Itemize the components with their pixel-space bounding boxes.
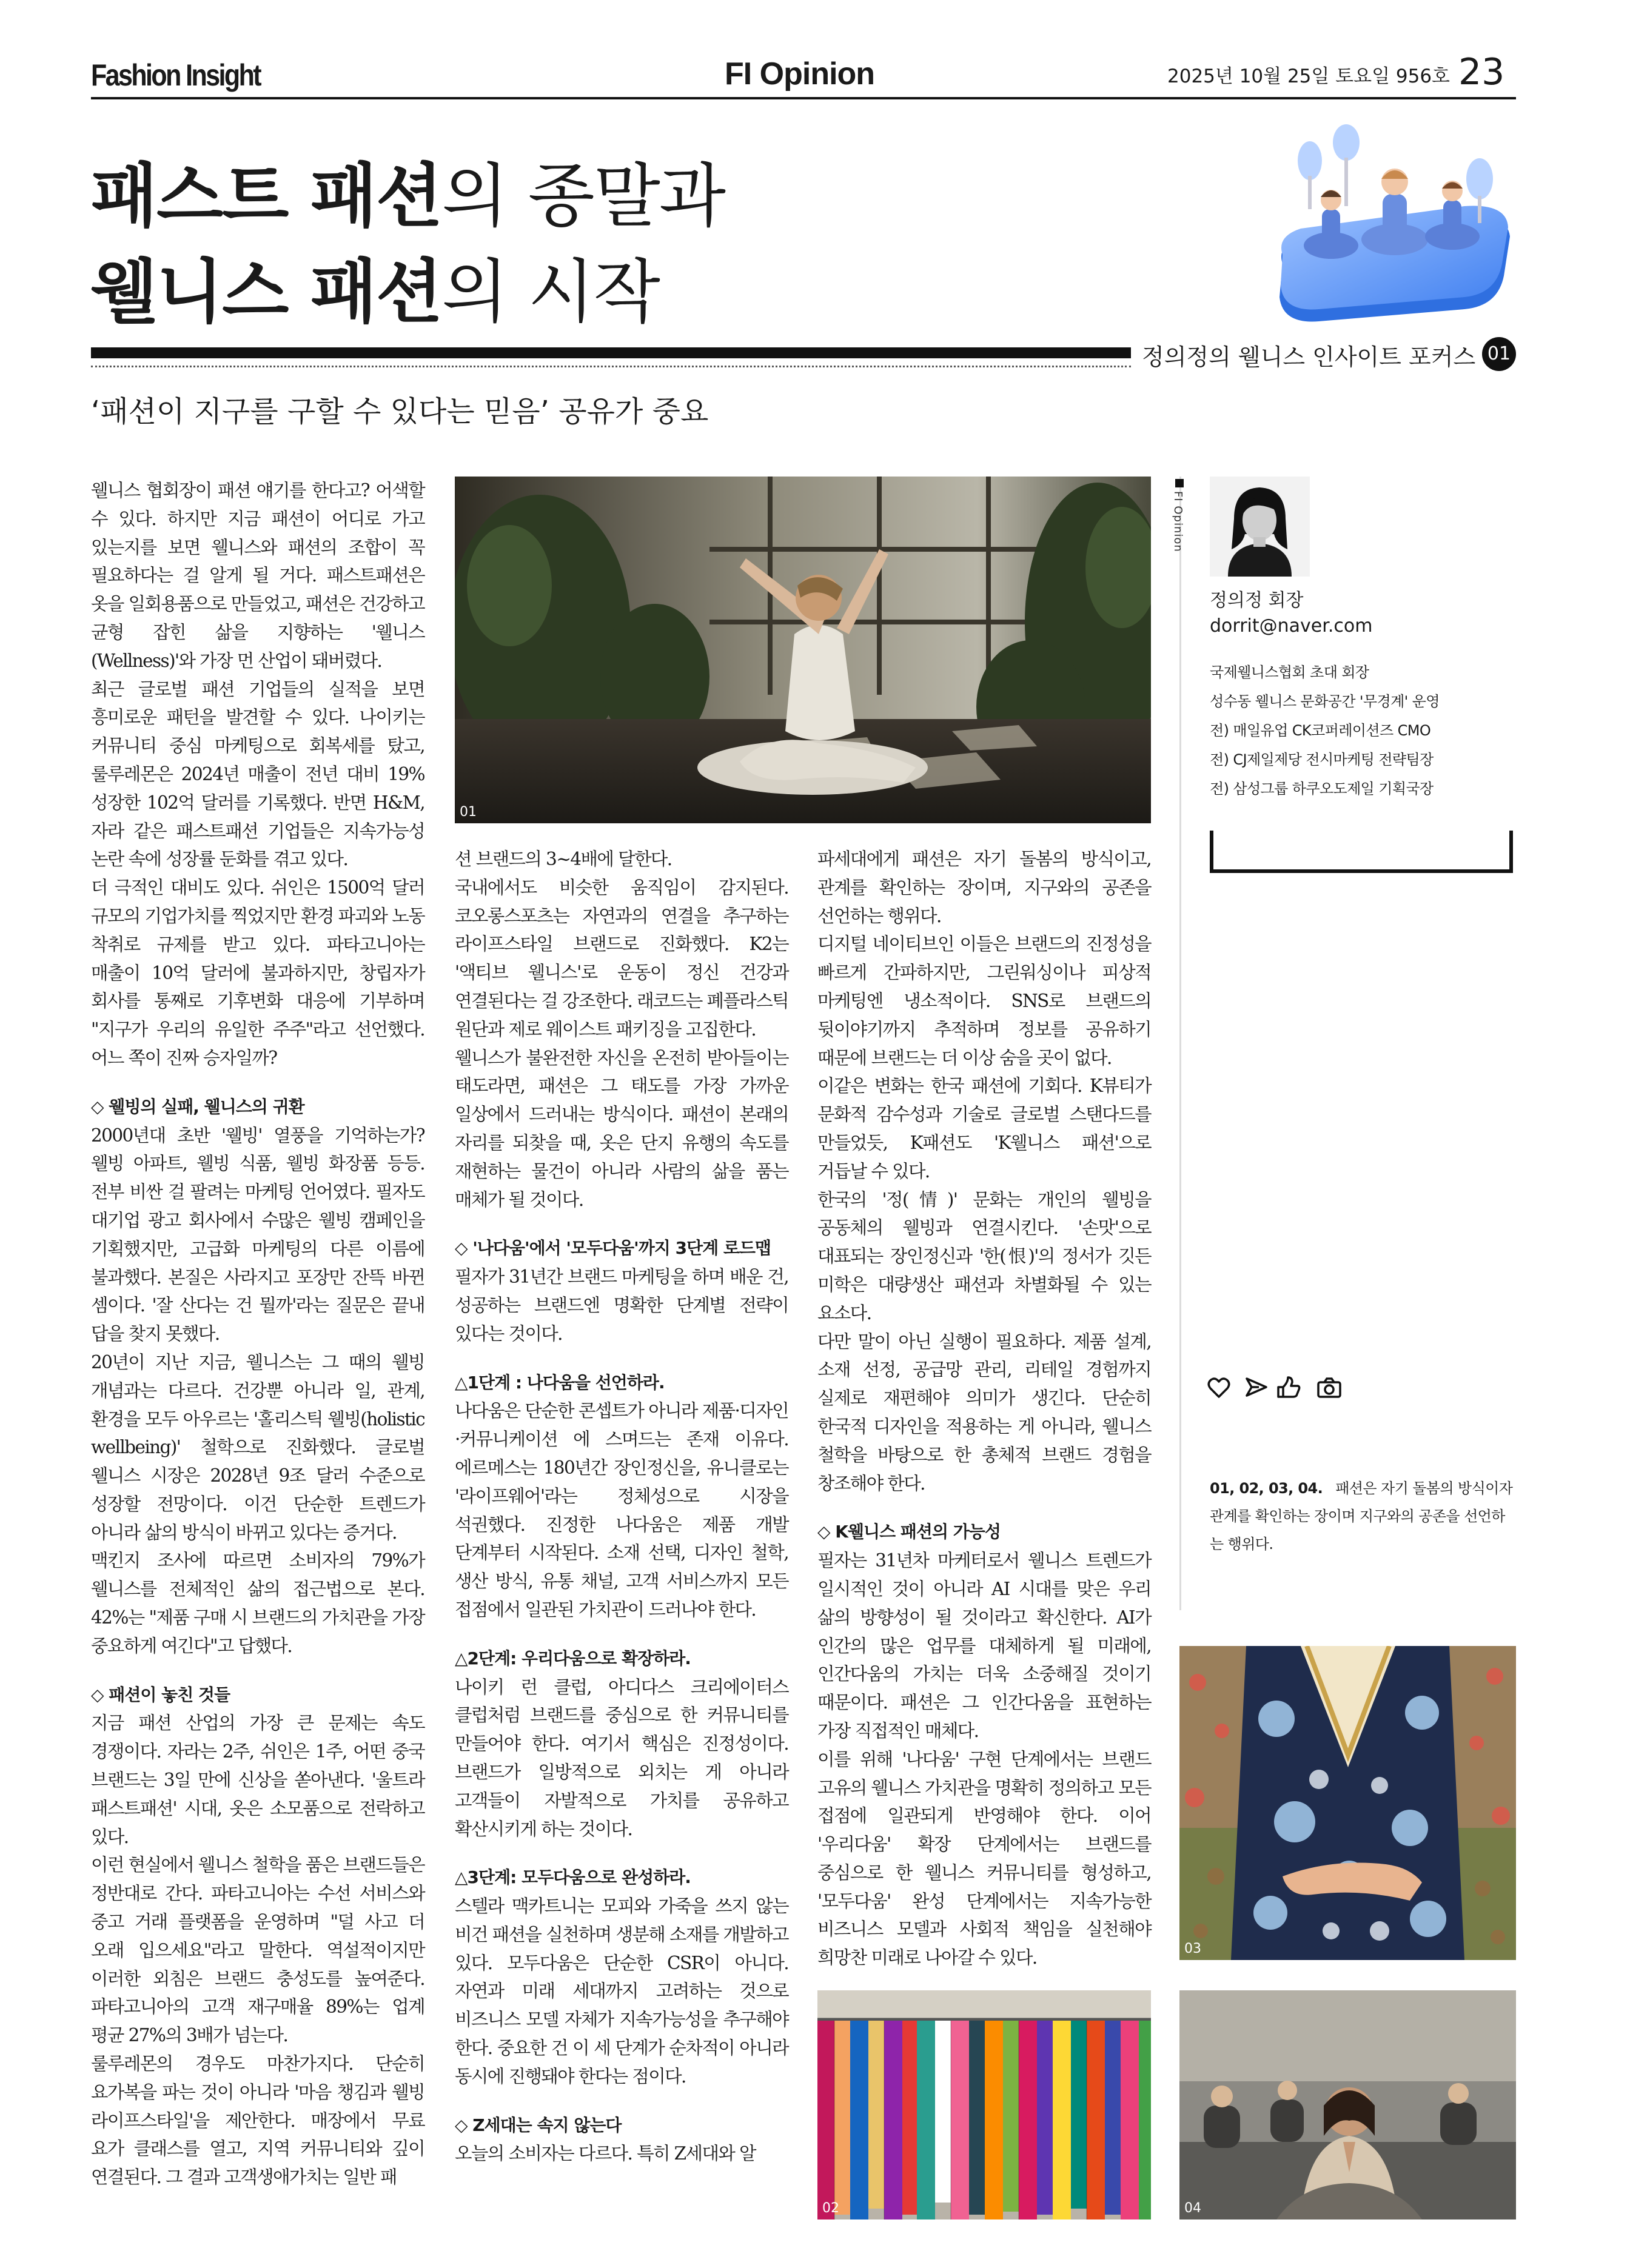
body-paragraph: 룰루레몬의 경우도 마찬가지다. 단순히 요가복을 파는 것이 아니라 '마음 챙김과 웰빙 라이프스타일'을 제안한다. 매장에서 무료 요가 클래스를 열고, 지역 커뮤니티와 깊이 연결된다. 그 결과 고객생애가치는 일반 패 xyxy=(91,2053,424,2188)
page-number: 23 xyxy=(1458,51,1505,93)
body-paragraph: 최근 글로벌 패션 기업들의 실적을 보면 흥미로운 패턴을 발견할 수 있다. 나이키는 커뮤니티 중심 마케팅으로 회복세를 탔고, 룰루레몬은 2024년 매출이 전년 대비 19% 성장한 102억 달러를 기록했다. 반면 H&M, 자라 같은 패스트패션 기업들은 지속가능성 논란 속에 성장률 둔화를 겪고 있다. xyxy=(91,678,424,870)
body-paragraph: 20년이 지난 지금, 웰니스는 그 때의 웰빙 개념과는 다르다. 건강뿐 아니라 일, 관계, 환경을 모두 아우르는 '홀리스틱 웰빙(holistic wellbeing)' 철학으로 진화했다. 글로벌 웰니스 시장은 2028년 9조 달러 수준으로 성장할 전망이다. 이건 단순한 트렌드가 아니라 삶의 방식이 바뀌고 있다는 증거다. xyxy=(91,1351,424,1543)
body-column-1 xyxy=(91,477,424,2192)
section-heading: ◇ K웰니스 패션의 가능성 xyxy=(817,1522,1001,1542)
body-paragraph: 나이키 런 클럽, 아디다스 크리에이터스 클럽처럼 브랜드를 중심으로 한 커뮤니티를 만들어야 한다. 여기서 핵심은 진정성이다. 브랜드가 일방적으로 외치는 게 아니라 고객들이 자발적으로 가치를 공유하고 확산시키게 하는 것이다. xyxy=(455,1676,788,1839)
author-career-list xyxy=(1210,658,1440,803)
photo-label-02: 02 xyxy=(822,2201,839,2216)
caption-text: 패션은 자기 돌봄의 방식이자 관계를 확인하는 장이며 지구와의 공존을 선언하는 행위다. xyxy=(1210,1480,1513,1553)
meditation-illustration xyxy=(1264,124,1519,333)
thumbs-up-icon[interactable] xyxy=(1278,1377,1300,1397)
body-paragraph: 국내에서도 비슷한 움직임이 감지된다. 코오롱스포츠는 자연과의 연결을 추구하는 라이프스타일 브랜드로 진화했다. K2는 '액티브 웰니스'로 운동이 정신 건강과 연결된다는 걸 강조한다. 래코드는 폐플라스틱 원단과 제로 웨이스트 패키징을 고집한다. xyxy=(455,877,788,1040)
photo-03-blouse xyxy=(1179,1646,1516,1960)
body-paragraph: 2000년대 초반 '웰빙' 열풍을 기억하는가? 웰빙 아파트, 웰빙 식품, 웰빙 화장품 등등. 전부 비싼 걸 팔려는 마케팅 언어였다. 필자도 대기업 광고 회사에서 수많은 웰빙 캠페인을 기획했지만, 고급화 마케팅의 다른 이름에 불과했다. 본질은 사라지고 포장만 잔뜩 바뀐 셈이다. '잘 산다는 건 뭘까'라는 질문은 끝내 답을 찾지 못했다. xyxy=(91,1125,424,1345)
photo-caption xyxy=(1210,1474,1516,1558)
photo-02-clothes-rack xyxy=(817,1990,1151,2219)
section-heading: ◇ 패션이 놓친 것들 xyxy=(91,1684,230,1705)
series-bar xyxy=(91,347,1131,358)
photo-04-meditation-class xyxy=(1179,1990,1516,2219)
header-rule xyxy=(91,97,1516,99)
career-item: 전) 삼성그룹 하쿠오도제일 기획국장 xyxy=(1210,780,1434,797)
career-item: 전) 매일유업 CK코퍼레이션즈 CMO xyxy=(1210,722,1431,739)
body-paragraph: 필자는 31년차 마케터로서 웰니스 트렌드가 일시적인 것이 아니라 AI 시대를 맞은 우리 삶의 방향성이 될 것이라고 확신한다. AI가 인간의 많은 업무를 대체하게 될 미래에, 인간다움의 가치는 더욱 소중해질 것이기 때문이다. 패션은 그 인간다움을 표현하는 가장 직접적인 매체다. xyxy=(817,1550,1151,1741)
body-column-2 xyxy=(455,845,788,2168)
body-paragraph: 션 브랜드의 3~4배에 달한다. xyxy=(455,849,672,869)
body-paragraph: 한국의 '정(情)' 문화는 개인의 웰빙을 공동체의 웰빙과 연결시킨다. '손맛'으로 대표되는 장인정신과 '한(恨)'의 정서가 깃든 미학은 대량생산 패션과 차별화될 수 있는 요소다. xyxy=(817,1189,1151,1323)
section-heading: △1단계 : 나다움을 선언하라. xyxy=(455,1372,665,1393)
section-heading: △2단계: 우리다움으로 확장하라. xyxy=(455,1648,691,1668)
headline-bold-1: 패스트 패션 xyxy=(91,156,442,236)
issue-date: 2025년 10월 25일 토요일 956호 xyxy=(1167,65,1450,87)
body-paragraph: 필자가 31년간 브랜드 마케팅을 하며 배운 건, 성공하는 브랜드엔 명확한 단계별 전략이 있다는 것이다. xyxy=(455,1266,788,1344)
section-heading: △3단계: 모두다움으로 완성하라. xyxy=(455,1867,691,1888)
send-icon[interactable] xyxy=(1247,1379,1266,1396)
body-paragraph: 디지털 네이티브인 이들은 브랜드의 진정성을 빠르게 간파하지만, 그린워싱이나 피상적 마케팅엔 냉소적이다. SNS로 브랜드의 뒷이야기까지 추적하며 정보를 공유하기 때문에 브랜드는 더 이상 숨을 곳이 없다. xyxy=(817,934,1151,1068)
photo-label-03: 03 xyxy=(1184,1941,1201,1956)
body-paragraph: 파세대에게 패션은 자기 돌봄의 방식이고, 관계를 확인하는 장이며, 지구와의 공존을 선언하는 행위다. xyxy=(817,849,1151,926)
profile-bracket xyxy=(1210,831,1513,873)
section-heading: ◇ Z세대는 속지 않는다 xyxy=(455,2115,622,2135)
series-number-badge: 01 xyxy=(1482,337,1516,371)
body-paragraph: 이를 위해 '나다움' 구현 단계에서는 브랜드 고유의 웰니스 가치관을 명확히 정의하고 모든 접점에 일관되게 반영해야 한다. 이어 '우리다움' 확장 단계에서는 브랜드를 중심으로 한 웰니스 커뮤니티를 형성하고, '모두다움' 완성 단계에서는 지속가능한 비즈니스 모델과 사회적 책임을 실천해야 희망찬 미래로 나아갈 수 있다. xyxy=(817,1748,1151,1969)
masthead-brand: Fashion Insight xyxy=(91,58,261,92)
caption-numbers: 01, 02, 03, 04. xyxy=(1210,1480,1323,1497)
career-item: 국제웰니스협회 초대 회장 xyxy=(1210,664,1369,681)
body-column-3 xyxy=(817,845,1151,1972)
sidebar-rule xyxy=(1179,477,1181,1610)
share-icons xyxy=(1207,1375,1364,1402)
body-paragraph: 나다움은 단순한 콘셉트가 아니라 제품·디자인·커뮤니케이션 에 스며드는 존재 이유다. 에르메스는 180년간 장인정신을, 유니클로는 '라이프웨어'라는 정체성으로 시장을 석권했다. 진정한 나다움은 제품 개발 단계부터 시작된다. 소재 선택, 디자인 철학, 생산 방식, 유통 채널, 고객 서비스까지 모든 접점에서 일관된 가치관이 드러나야 한다. xyxy=(455,1400,788,1620)
heart-icon[interactable] xyxy=(1209,1379,1229,1397)
section-name: FI Opinion xyxy=(725,56,875,92)
career-item: 전) CJ제일제당 전시마케팅 전략팀장 xyxy=(1210,751,1434,768)
author-portrait xyxy=(1210,477,1310,577)
series-title: 정의정의 웰니스 인사이트 포커스 xyxy=(1142,344,1476,370)
body-paragraph: 오늘의 소비자는 다르다. 특히 Z세대와 알 xyxy=(455,2143,756,2164)
headline-bold-2: 웰니스 패션 xyxy=(91,252,442,332)
camera-icon[interactable] xyxy=(1318,1379,1340,1397)
sidebar-marker xyxy=(1175,479,1184,487)
body-paragraph: 이같은 변화는 한국 패션에 기회다. K뷰티가 문화적 감수성과 기술로 글로벌 스탠다드를 만들었듯, K패션도 'K웰니스 패션'으로 거듭날 수 있다. xyxy=(817,1075,1151,1182)
photo-label-04: 04 xyxy=(1184,2201,1201,2216)
headline-rest-1: 의 종말과 xyxy=(441,156,725,236)
author-email[interactable]: dorrit@naver.com xyxy=(1210,615,1373,637)
series-dotted-rule xyxy=(91,366,1131,367)
body-paragraph: 맥킨지 조사에 따르면 소비자의 79%가 웰니스를 전체적인 삶의 접근법으로 본다. 42%는 "제품 구매 시 브랜드의 가치관을 가장 중요하게 여긴다"고 답했다. xyxy=(91,1550,424,1656)
headline-rest-2: 의 시작 xyxy=(441,252,659,332)
body-paragraph: 웰니스 협회장이 패션 얘기를 한다고? 어색할 수 있다. 하지만 지금 패션이 어디로 가고 있는지를 보면 웰니스와 패션의 조합이 꼭 필요하다는 걸 알게 될 거다. 패스트패션은 옷을 일회용품으로 만들었고, 패션은 건강하고 균형 잡힌 삶을 지향하는 '웰니스(Wellness)'와 가장 먼 산업이 돼버렸다. xyxy=(91,480,424,671)
body-paragraph: 지금 패션 산업의 가장 큰 문제는 속도 경쟁이다. 자라는 2주, 쉬인은 1주, 어떤 중국 브랜드는 3일 만에 신상을 쏟아낸다. '울트라 패스트패션' 시대, 옷은 소모품으로 전락하고 있다. xyxy=(91,1713,424,1847)
subheadline: ‘패션이 지구를 구할 수 있다는 믿음’ 공유가 중요 xyxy=(91,395,709,429)
body-paragraph: 더 극적인 대비도 있다. 쉬인은 1500억 달러 규모의 기업가치를 찍었지만 환경 파괴와 노동 착취로 규제를 받고 있다. 파타고니아는 매출이 10억 달러에 불과하지만, 창립자가 회사를 통째로 기후변화 대응에 기부하며 "지구가 우리의 유일한 주주"라고 선언했다. 어느 쪽이 진짜 승자일까? xyxy=(91,877,424,1068)
career-item: 성수동 웰니스 문화공간 '무경계' 운영 xyxy=(1210,693,1440,710)
section-heading: ◇ 웰빙의 실패, 웰니스의 귀환 xyxy=(91,1096,304,1117)
body-paragraph: 다만 말이 아닌 실행이 필요하다. 제품 설계, 소재 선정, 공급망 관리, 리테일 경험까지 실제로 재편해야 의미가 생긴다. 단순히 한국적 디자인을 적용하는 게 아니라, 웰니스 철학을 바탕으로 한 총체적 브랜드 경험을 창조해야 한다. xyxy=(817,1331,1151,1494)
photo-label-01: 01 xyxy=(460,805,477,820)
body-paragraph: 이런 현실에서 웰니스 철학을 품은 브랜드들은 정반대로 간다. 파타고니아는 수선 서비스와 중고 거래 플랫폼을 운영하며 "덜 사고 더 오래 입으세요"라고 말한다. 역설적이지만 이러한 외침은 브랜드 충성도를 높여준다. 파타고니아의 고객 재구매율 89%는 업계 평균 27%의 3배가 넘는다. xyxy=(91,1855,425,2046)
body-paragraph: 웰니스가 불완전한 자신을 온전히 받아들이는 태도라면, 패션은 그 태도를 가장 가까운 일상에서 드러내는 방식이다. 패션이 본래의 자리를 되찾을 때, 옷은 단지 유행의 속도를 재현하는 물건이 아니라 사람의 삶을 품는 매체가 될 것이다. xyxy=(455,1047,788,1210)
section-heading: ◇ '나다움'에서 '모두다움'까지 3단계 로드맵 xyxy=(455,1238,771,1259)
sidebar-tag: FI Opinion xyxy=(1172,491,1184,552)
body-paragraph: 스텔라 맥카트니는 모피와 가죽을 쓰지 않는 비건 패션을 실천하며 생분해 소재를 개발하고 있다. 모두다움은 단순한 CSR이 아니다. 자연과 미래 세대까지 고려하는 것으로 비즈니스 모델 자체가 지속가능성을 추구해야 한다. 중요한 건 이 세 단계가 순차적이 아니라 동시에 진행돼야 한다는 점이다. xyxy=(455,1896,788,2087)
author-name: 정의정 회장 xyxy=(1210,590,1304,611)
photo-01-yoga xyxy=(455,477,1151,823)
headline xyxy=(91,149,725,340)
